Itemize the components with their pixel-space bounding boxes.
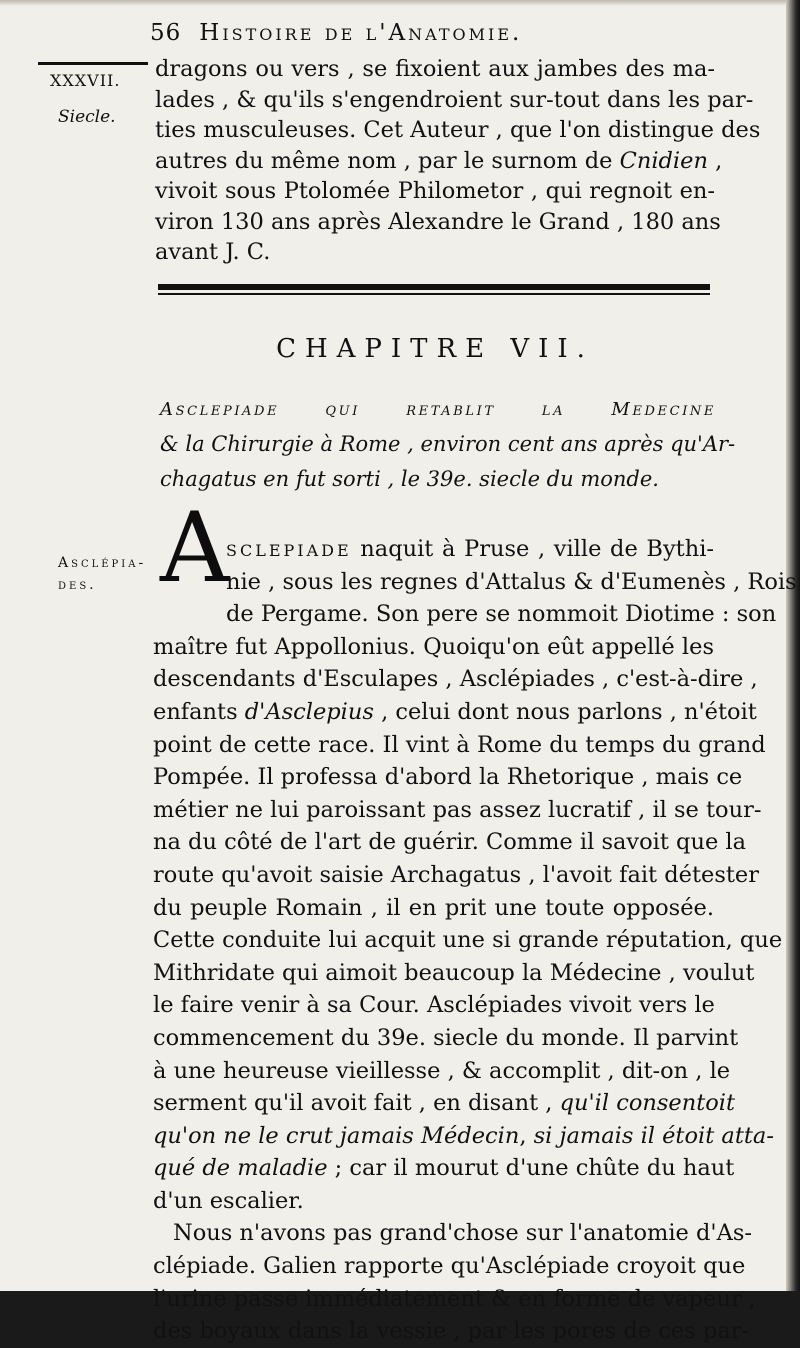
text-line <box>155 146 723 177</box>
text-line: Cette conduite lui acquit une si grande réputation, que <box>153 927 783 954</box>
text-line: commencement du 39e. siecle du monde. Il parvint <box>153 1024 739 1051</box>
text-line: na du côté de l'art de guérir. Comme il savoit que la <box>153 829 747 856</box>
text-line <box>148 696 757 729</box>
text-line: clépiade. Galien rapporte qu'Asclépiade croyoit que <box>153 1253 746 1280</box>
italic-quote: qu'il consentoit <box>559 1090 736 1117</box>
page-top-edge <box>0 0 800 6</box>
text-line: le faire venir à sa Cour. Asclépiades vivoit vers le <box>153 992 715 1019</box>
text-line: dragons ou vers , se fixoient aux jambes des ma- <box>155 56 715 82</box>
text-line <box>148 533 714 566</box>
chapter-title: CHAPITRE VII. <box>276 334 594 364</box>
text-line <box>148 1152 735 1185</box>
body-paragraph <box>148 533 797 1348</box>
divider-thin-rule <box>158 293 710 295</box>
text-line: route qu'avoit saisie Archagatus , l'avoit fait détester <box>153 861 759 888</box>
text-segment: naquit à Pruse , ville de Bythi- <box>351 536 714 562</box>
italic-quote: qu'on ne le crut jamais Médecin <box>153 1122 520 1149</box>
margin-note-century: XXXVII. <box>50 71 121 90</box>
chapter-divider <box>158 284 710 298</box>
text-line: d'un escalier. <box>153 1187 304 1214</box>
text-segment: autres du même nom , par le surnom de <box>155 147 620 174</box>
text-line <box>148 1120 774 1153</box>
summary-line: chagatus en fut sorti , le 39e. siecle du monde. <box>160 467 659 491</box>
divider-thick-rule <box>158 284 710 290</box>
drop-cap: A <box>160 492 230 604</box>
text-line: vivoit sous Ptolomée Philometor , qui regnoit en- <box>155 178 715 204</box>
running-head <box>150 20 650 46</box>
margin-note-siecle: Siecle. <box>58 107 116 127</box>
text-segment: , celui dont nous parlons , n'étoit <box>373 698 757 725</box>
text-line: Mithridate qui aimoit beaucoup la Médecine , voulut <box>153 959 755 986</box>
text-line: à une heureuse vieillesse , & accomplit , dit-on , le <box>153 1057 731 1084</box>
text-line: métier ne lui paroissant pas assez lucratif , il se tour- <box>153 796 762 823</box>
running-title: Histoire de l'Anatomie. <box>199 20 523 46</box>
text-line: de Pergame. Son pere se nommoit Diotime : son <box>226 601 777 628</box>
text-segment: , <box>707 147 723 174</box>
text-line: point de cette race. Il vint à Rome du temps du grand <box>153 731 766 758</box>
margin-note-asclepiades-line1: Asclépia- <box>58 555 147 571</box>
summary-line: Asclepiade qui retablit la Medecine <box>160 399 716 420</box>
page-number: 56 <box>150 20 182 46</box>
text-segment: enfants <box>153 698 245 725</box>
text-segment: serment qu'il avoit fait , en disant , <box>153 1090 560 1117</box>
text-line: nie , sous les regnes d'Attalus & d'Eumenès , Rois <box>226 568 797 595</box>
margin-note-asclepiades <box>58 552 146 596</box>
text-segment: , <box>519 1122 534 1149</box>
text-line: du peuple Romain , il en prit une toute opposée. <box>153 894 714 921</box>
page-binding-edge <box>786 0 800 1291</box>
text-segment: ; car il mourut d'une chûte du haut <box>327 1155 735 1182</box>
text-line: Pompée. Il professa d'abord la Rhetorique , mais ce <box>153 764 743 791</box>
text-line: maître fut Appollonius. Quoiqu'on eût appellé les <box>153 633 714 660</box>
italic-quote: si jamais il étoit atta- <box>533 1122 774 1149</box>
italic-cnidien: Cnidien <box>619 147 708 174</box>
italic-asclepius: d'Asclepius <box>244 698 374 725</box>
intro-paragraph <box>155 54 761 268</box>
margin-rule <box>38 62 148 65</box>
smallcaps-asclepiade: sclepiade <box>226 536 352 562</box>
text-line: descendants d'Esculapes , Asclépiades , c'est-à-dire , <box>153 666 758 693</box>
text-line: lades , & qu'ils s'engendroient sur-tout dans les par- <box>155 86 754 113</box>
italic-quote: qué de maladie <box>153 1155 328 1182</box>
text-line: l'urine passe immédiatement & en forme de vapeur , <box>153 1285 756 1312</box>
text-line: viron 130 ans après Alexandre le Grand , 180 ans <box>155 208 721 235</box>
summary-line: & la Chirurgie à Rome , environ cent ans après qu'Ar- <box>160 432 736 456</box>
margin-note-asclepiades-line2: des. <box>58 577 97 593</box>
text-line: ties musculeuses. Cet Auteur , que l'on distingue des <box>155 117 761 143</box>
text-line <box>148 1087 736 1120</box>
text-line: Nous n'avons pas grand'chose sur l'anatomie d'As- <box>173 1220 753 1247</box>
text-line: des boyaux dans la vessie , par les pores de ces par- <box>153 1318 749 1345</box>
text-line: avant J. C. <box>155 239 271 265</box>
chapter-summary <box>160 392 736 497</box>
